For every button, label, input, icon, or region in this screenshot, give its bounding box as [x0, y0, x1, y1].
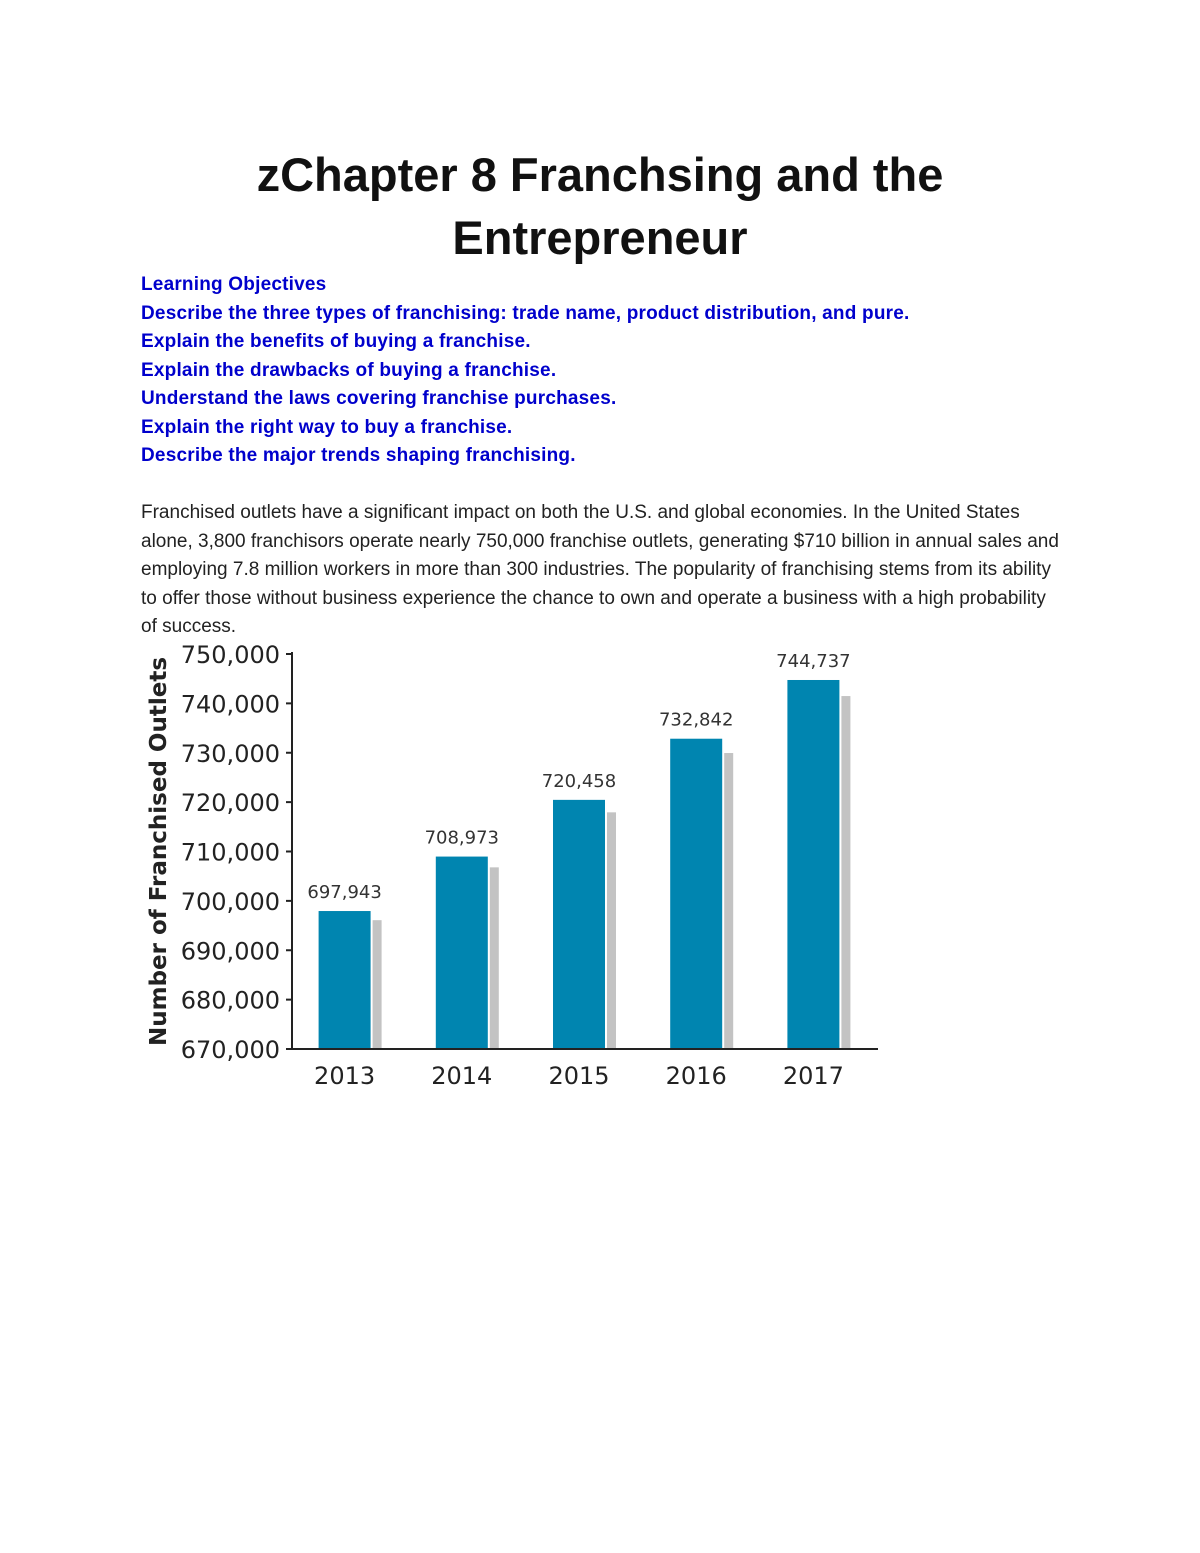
- learning-objectives: [141, 271, 1091, 471]
- y-axis-label: Number of Franchised Outlets: [146, 656, 172, 1047]
- bar: [436, 857, 488, 1049]
- y-tick-label: 680,000: [180, 986, 280, 1015]
- y-tick-label: 740,000: [180, 690, 280, 719]
- bar-shadow: [841, 696, 850, 1049]
- y-tick-label: 730,000: [180, 739, 280, 768]
- objective-item: Describe the major trends shaping franchising.: [141, 445, 576, 466]
- franchised-outlets-chart: [130, 638, 900, 1108]
- bar-shadow: [490, 867, 499, 1049]
- x-tick-label: 2015: [548, 1062, 610, 1090]
- y-tick-label: 670,000: [180, 1036, 280, 1064]
- bar-value-label: 744,737: [776, 650, 851, 672]
- y-tick-label: 700,000: [180, 887, 280, 916]
- x-tick-label: 2014: [431, 1062, 493, 1090]
- x-tick-label: 2013: [314, 1062, 376, 1090]
- bar-value-label: 732,842: [658, 709, 734, 731]
- bar: [319, 911, 371, 1049]
- intro-paragraph: Franchised outlets have a significant impact on both the U.S. and global economies. In the United States alone, 3,800 franchisors operate nearly 750,000 franchise outlets, generating $710 billion in annual sales and employing 7.8 million workers in more than 300 industries. The popularity of franchising stems from its ability to offer those without business experience the chance to own and operate a business with a high probability of success.: [141, 502, 1059, 637]
- bar-shadow: [724, 753, 733, 1049]
- objectives-heading: Learning Objectives: [141, 274, 327, 295]
- bar-value-label: 697,943: [307, 882, 382, 904]
- y-tick-label: 750,000: [180, 641, 280, 669]
- page-title: zChapter 8 Franchsing and the Entrepreneur: [256, 148, 944, 264]
- objective-item: Explain the right way to buy a franchise.: [141, 416, 513, 438]
- bar-value-label: 708,973: [424, 827, 500, 849]
- bar-shadow: [607, 812, 616, 1049]
- objective-item: Explain the drawbacks of buying a franchise.: [141, 359, 557, 381]
- y-tick-label: 720,000: [180, 789, 280, 818]
- bar: [787, 680, 839, 1049]
- bar: [670, 739, 722, 1049]
- x-tick-label: 2016: [665, 1062, 727, 1090]
- x-tick-label: 2017: [782, 1062, 844, 1090]
- objective-item: Explain the benefits of buying a franchise.: [141, 331, 531, 352]
- objective-item: Understand the laws covering franchise purchases.: [141, 388, 617, 409]
- objective-item: Describe the three types of franchising: trade name, product distribution, and pure.: [141, 302, 910, 324]
- bar-shadow: [373, 920, 382, 1049]
- bar: [553, 800, 605, 1049]
- y-tick-label: 710,000: [180, 838, 280, 867]
- bar-value-label: 720,458: [541, 770, 617, 792]
- y-tick-label: 690,000: [180, 937, 280, 966]
